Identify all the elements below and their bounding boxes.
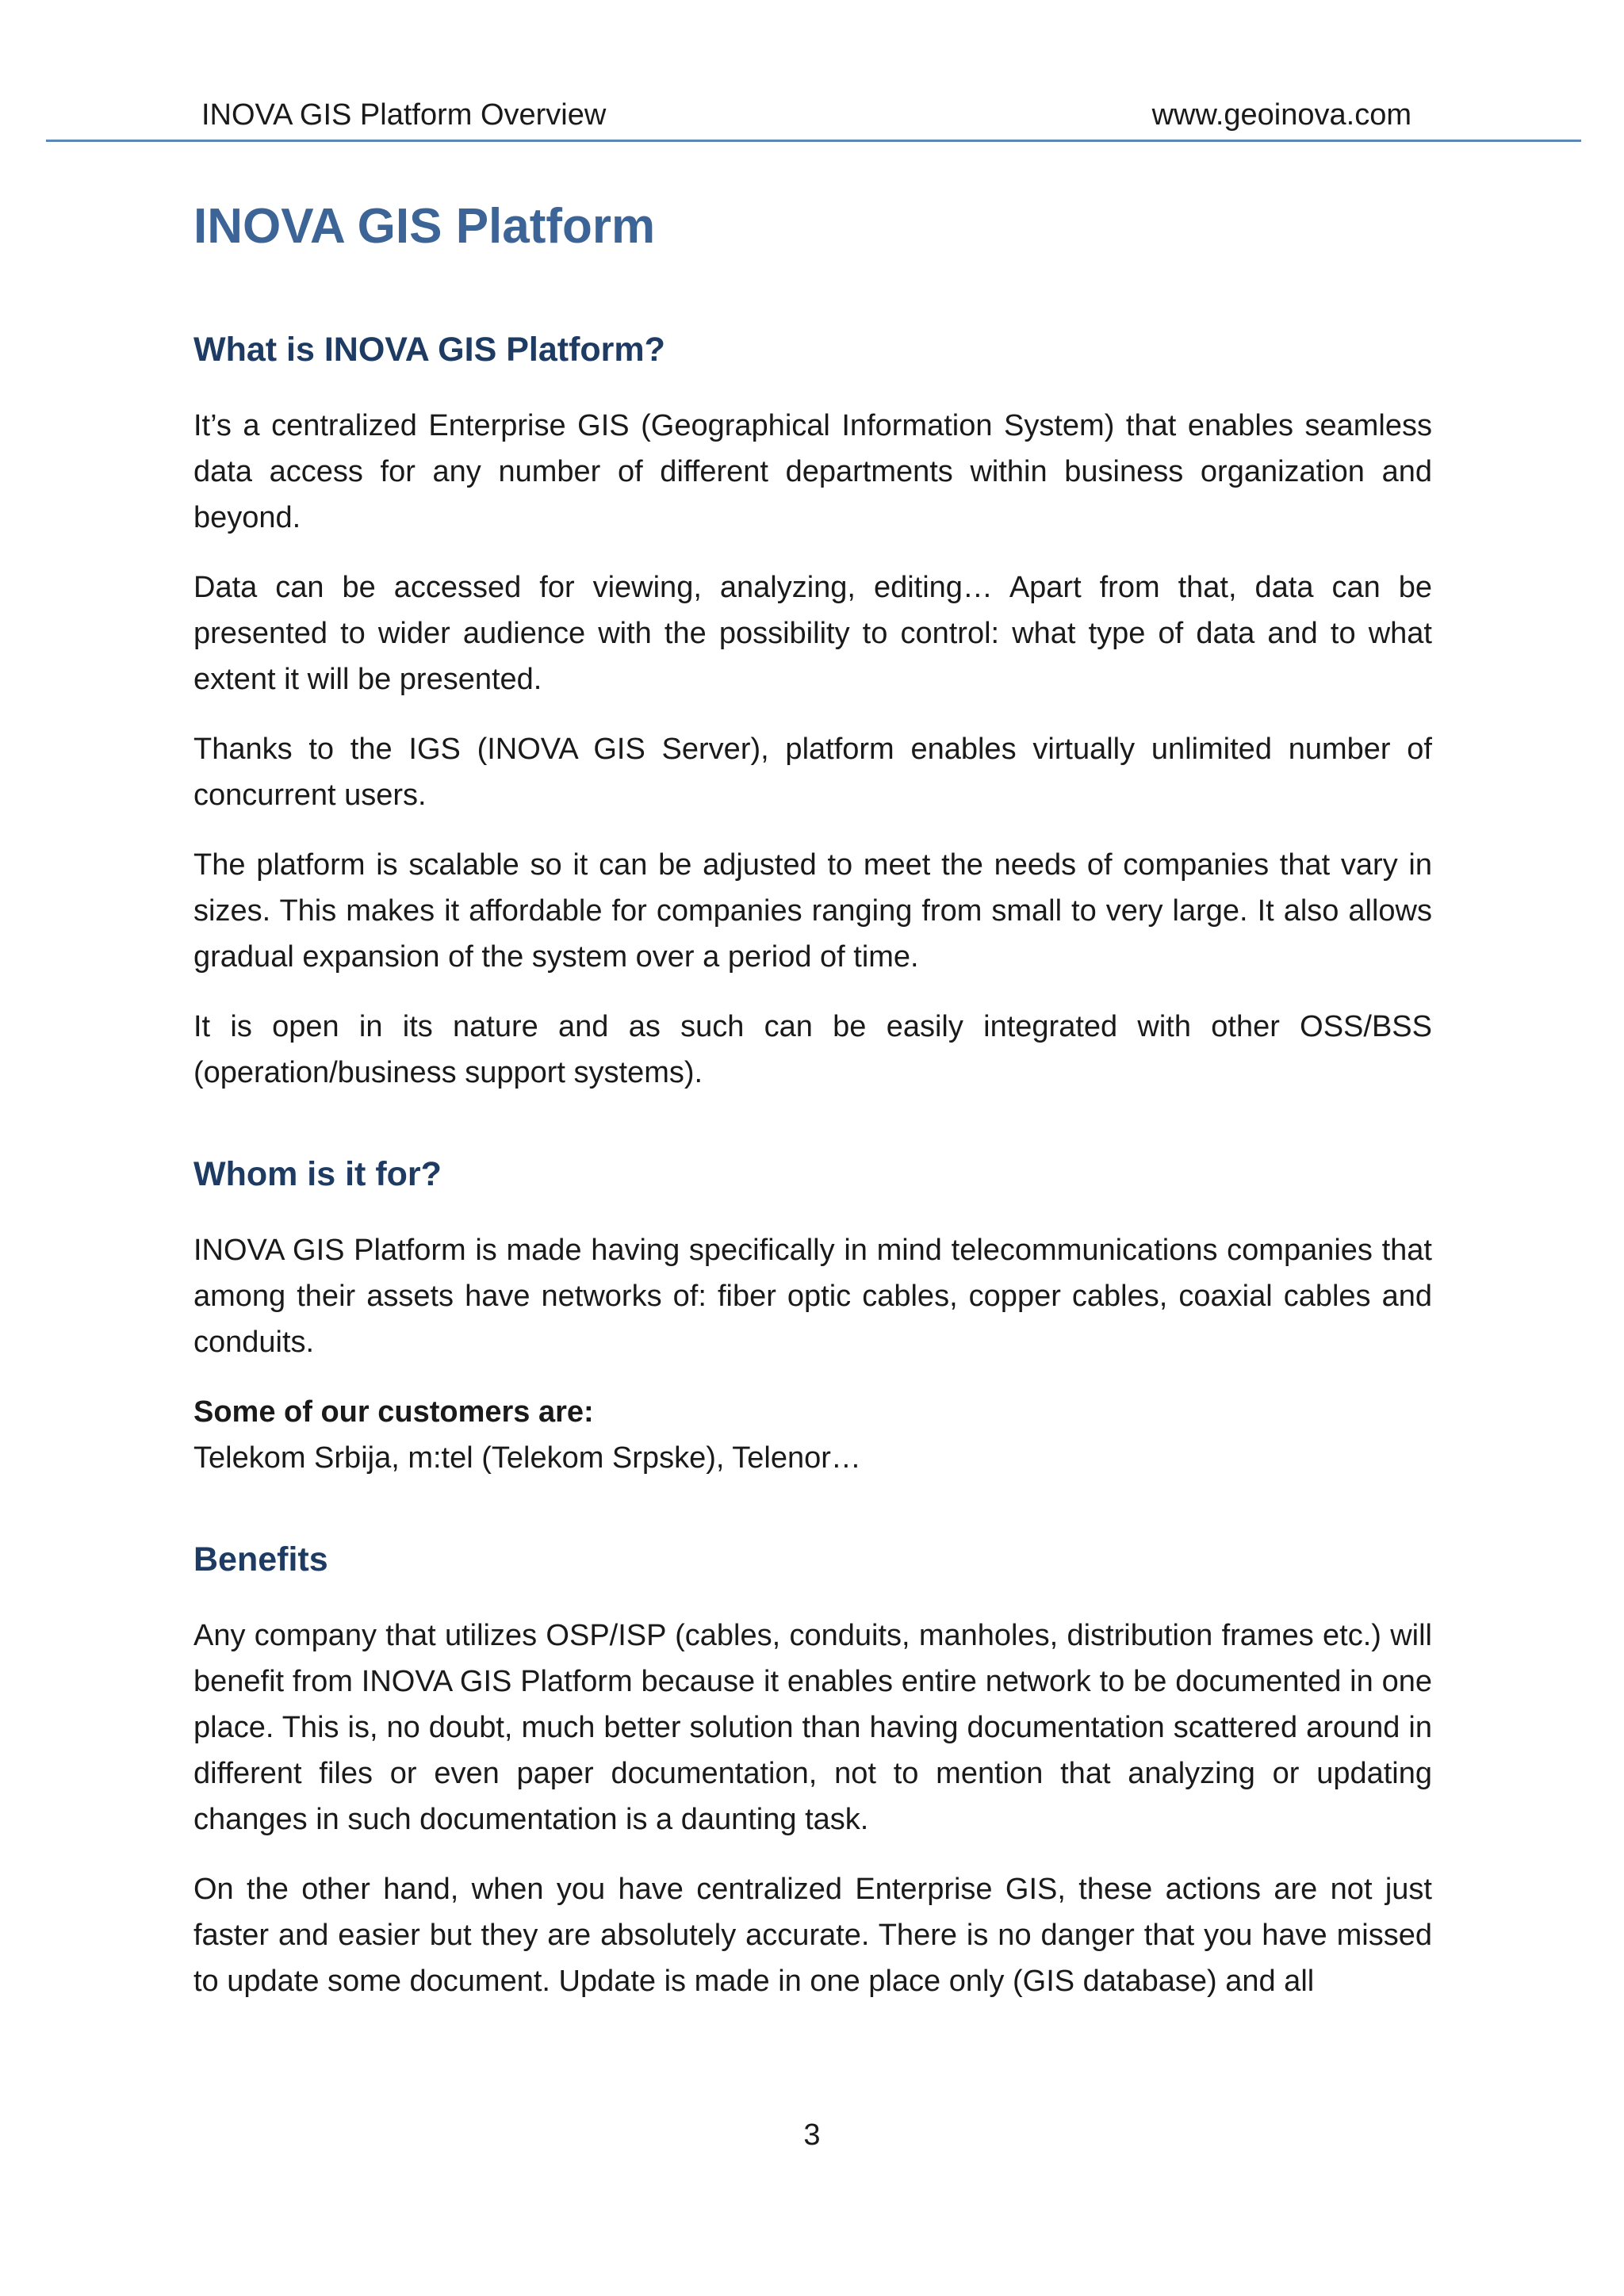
paragraph: INOVA GIS Platform is made having specifically in mind telecommunications companies that among their assets have networks of: fiber optic cables, copper cables, coaxial cables and conduits.: [193, 1234, 1432, 1359]
page-content: [193, 195, 1432, 2004]
header-website-link[interactable]: www.geoinova.com: [1151, 98, 1411, 132]
customers-block: [193, 1389, 1432, 1481]
section-heading-whom: Whom is it for?: [193, 1155, 442, 1193]
paragraph: On the other hand, when you have centralized Enterprise GIS, these actions are not just faster and easier but they are absolutely accurate. There is no danger that you have missed to update some document. Update is made in one place only (GIS database) and all: [193, 1873, 1432, 1998]
running-header: [46, 89, 1581, 142]
paragraph: It is open in its nature and as such can be easily integrated with other OSS/BSS (operation/business support systems).: [193, 1010, 1432, 1089]
paragraph: The platform is scalable so it can be adjusted to meet the needs of companies that vary in sizes. This makes it affordable for companies ranging from small to very large. It also allows gradual expansion of the system over a period of time.: [193, 848, 1432, 974]
customers-list: Telekom Srbija, m:tel (Telekom Srpske), Telenor…: [193, 1441, 861, 1475]
paragraph: It’s a centralized Enterprise GIS (Geographical Information System) that enables seamless data access for any number of different departments within business organization and beyond.: [193, 409, 1432, 534]
paragraph: Thanks to the IGS (INOVA GIS Server), platform enables virtually unlimited number of concurrent users.: [193, 733, 1432, 812]
customers-label: Some of our customers are:: [193, 1395, 594, 1429]
paragraph: Data can be accessed for viewing, analyzing, editing… Apart from that, data can be presented to wider audience with the possibility to control: what type of data and to what extent it will be presented.: [193, 571, 1432, 696]
page-title: INOVA GIS Platform: [193, 199, 656, 254]
section-heading-benefits: Benefits: [193, 1540, 328, 1578]
header-document-title: INOVA GIS Platform Overview: [201, 98, 607, 132]
page-number: 3: [803, 2118, 821, 2152]
paragraph: Any company that utilizes OSP/ISP (cables, conduits, manholes, distribution frames etc.) will benefit from INOVA GIS Platform because it enables entire network to be documented in one place. This is, no doubt, much better solution than having documentation scattered around in different files or even paper documentation, not to mention that analyzing or updating changes in such documentation is a daunting task.: [193, 1619, 1432, 1836]
section-heading-what: What is INOVA GIS Platform?: [193, 331, 665, 369]
